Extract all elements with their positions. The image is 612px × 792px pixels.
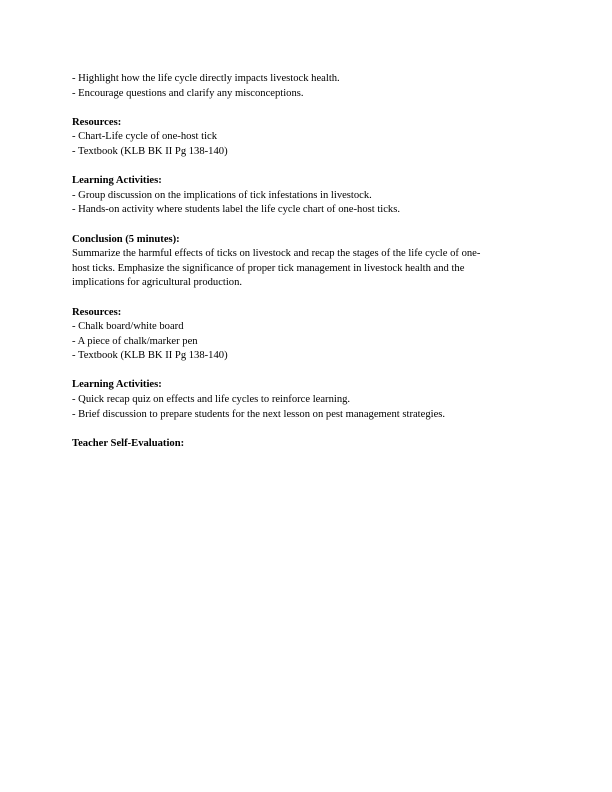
intro-bullet-2: - Encourage questions and clarify any misconceptions. xyxy=(72,87,304,99)
teacher-self-evaluation-heading: Teacher Self-Evaluation: xyxy=(72,437,185,449)
resources-heading-2: Resources: xyxy=(72,306,122,318)
document-page xyxy=(72,72,542,466)
conclusion-text-line-2: host ticks. Emphasize the significance of proper tick management in livestock health and the xyxy=(72,262,465,274)
conclusion-text-line-1: Summarize the harmful effects of ticks on livestock and recap the stages of the life cycle of one- xyxy=(72,248,481,260)
resource-item-board: - Chalk board/white board xyxy=(72,321,184,333)
resource-item-chart: - Chart-Life cycle of one-host tick xyxy=(72,131,218,143)
resource-item-chalk: - A piece of chalk/marker pen xyxy=(72,335,198,347)
resource-item-textbook-2: - Textbook (KLB BK II Pg 138-140) xyxy=(72,350,228,362)
activity-item-group-discussion: - Group discussion on the implications of tick infestations in livestock. xyxy=(72,189,372,201)
conclusion-heading: Conclusion (5 minutes): xyxy=(72,233,180,245)
activity-item-brief-discussion: - Brief discussion to prepare students for the next lesson on pest management strategies. xyxy=(72,408,446,420)
activity-item-hands-on: - Hands-on activity where students label the life cycle chart of one-host ticks. xyxy=(72,204,401,216)
intro-section xyxy=(72,72,542,101)
resources-section-2 xyxy=(72,306,542,364)
resources-section-1 xyxy=(72,116,542,160)
teacher-self-evaluation-section xyxy=(72,437,542,452)
conclusion-text-line-3: implications for agricultural production. xyxy=(72,277,243,289)
activity-item-recap-quiz: - Quick recap quiz on effects and life cycles to reinforce learning. xyxy=(72,394,351,406)
intro-bullet-1: - Highlight how the life cycle directly impacts livestock health. xyxy=(72,73,340,84)
learning-activities-section-1 xyxy=(72,174,542,218)
conclusion-section xyxy=(72,233,542,291)
learning-activities-section-2 xyxy=(72,378,542,422)
learning-activities-heading-2: Learning Activities: xyxy=(72,379,162,391)
learning-activities-heading-1: Learning Activities: xyxy=(72,175,162,187)
resource-item-textbook: - Textbook (KLB BK II Pg 138-140) xyxy=(72,145,228,157)
resources-heading-1: Resources: xyxy=(72,116,122,128)
